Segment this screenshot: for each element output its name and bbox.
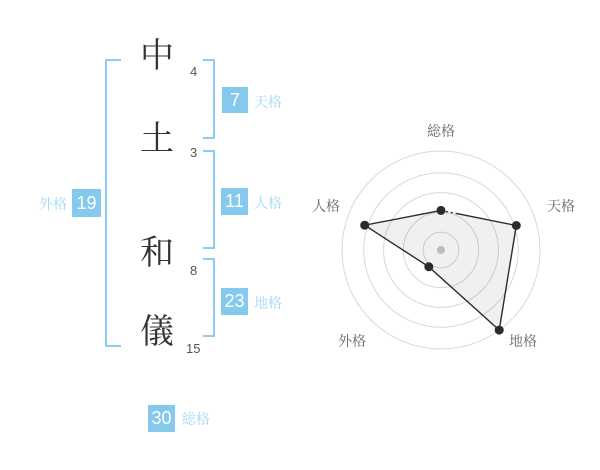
chikaku-score-box (221, 288, 248, 315)
radar-data-point (424, 262, 433, 271)
tenkaku-label: 天格 (254, 94, 282, 110)
gaikaku-score-box (72, 189, 101, 217)
stroke-count-1: 4 (190, 64, 198, 79)
stroke-count-3: 8 (190, 263, 198, 278)
radar-data-point (512, 221, 521, 230)
radar-axis-label: 地格 (509, 333, 537, 349)
gaikaku-bracket (105, 59, 121, 347)
jinkaku-label: 人格 (254, 195, 282, 211)
jinkaku-score-box (221, 188, 248, 215)
stroke-count-2: 3 (190, 145, 198, 160)
name-char-2: 土 (140, 120, 174, 158)
name-char-4: 儀 (140, 313, 174, 351)
name-char-3: 和 (140, 234, 174, 272)
jinkaku-score-value: 11 (225, 191, 244, 211)
radar-data-point (360, 221, 369, 230)
soukaku-score-box (148, 405, 175, 432)
name-char-1: 中 (140, 37, 174, 75)
gaikaku-score-value: 19 (76, 192, 97, 213)
radar-axis-label: 人格 (312, 198, 340, 214)
radar-data-point (437, 206, 446, 215)
chikaku-label: 地格 (254, 295, 282, 311)
radar-center-dot (437, 246, 445, 254)
chikaku-score-value: 23 (224, 291, 245, 311)
soukaku-score-value: 30 (151, 408, 172, 428)
radar-axis-label: 総格 (427, 123, 455, 139)
radar-chart-svg (300, 110, 600, 370)
tenkaku-bracket (203, 59, 215, 139)
radar-axis-label: 外格 (338, 333, 366, 349)
chikaku-bracket (203, 258, 215, 337)
radar-data-point (495, 326, 504, 335)
soukaku-label: 総格 (182, 411, 210, 427)
tenkaku-score-value: 7 (229, 89, 240, 110)
radar-axis-label: 天格 (547, 198, 575, 214)
stroke-count-4: 15 (186, 341, 201, 356)
gaikaku-label: 外格 (39, 196, 67, 212)
jinkaku-bracket (203, 150, 215, 249)
tenkaku-score-box (222, 87, 248, 113)
